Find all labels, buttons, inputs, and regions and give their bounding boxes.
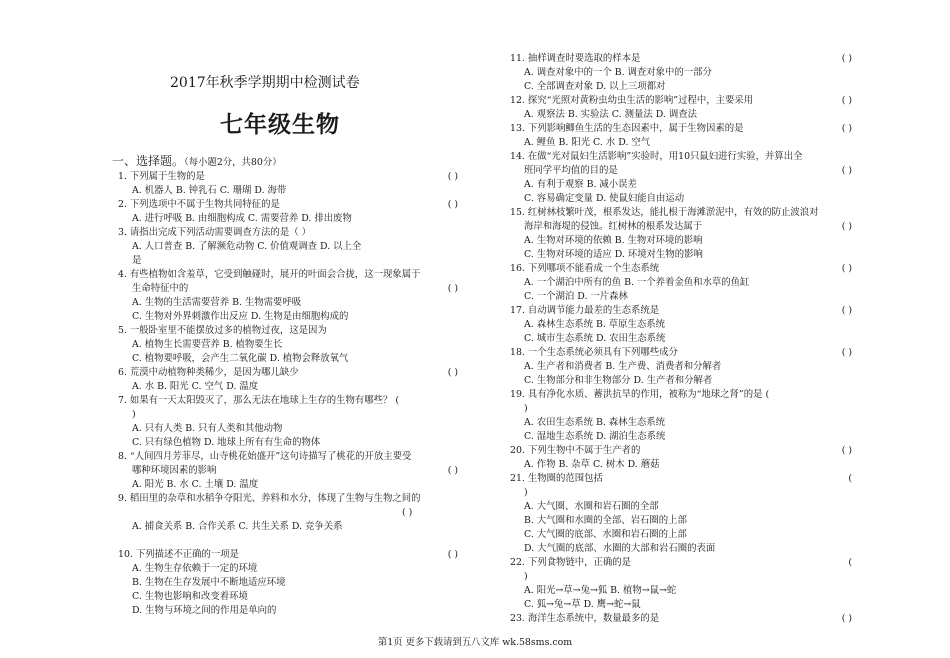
question-line bbox=[510, 262, 852, 276]
question-line bbox=[132, 576, 458, 590]
question-text: A. 只有人类 B. 只有人类和其他动物 bbox=[132, 423, 283, 434]
question-line bbox=[510, 150, 852, 164]
question-text: C. 生物也影响和改变着环境 bbox=[132, 591, 248, 602]
question-text: C. 湿地生态系统 D. 湖泊生态系统 bbox=[524, 431, 666, 442]
question-line bbox=[524, 276, 852, 290]
question-line bbox=[132, 436, 458, 450]
question-line bbox=[524, 542, 852, 556]
question-line bbox=[132, 408, 458, 422]
question-line bbox=[118, 198, 458, 212]
question-text: 14. 在做“光对鼠妇生活影响”实验时，用10只鼠妇进行实验，并算出全 bbox=[510, 151, 803, 162]
answer-blank: ( ) bbox=[841, 221, 852, 232]
question-line bbox=[524, 402, 852, 416]
question-text: 22. 下列食物链中，正确的是 bbox=[510, 557, 632, 568]
question-text: 15. 红树林枝繁叶茂，根系发达，能扎根于海滩淤泥中，有效的防止波浪对 bbox=[510, 207, 819, 218]
question-line bbox=[524, 416, 852, 430]
question-line bbox=[132, 296, 458, 310]
question-line bbox=[118, 170, 458, 184]
question-line bbox=[118, 366, 458, 380]
question-text: ) bbox=[132, 409, 136, 420]
question-line bbox=[510, 122, 852, 136]
question-text: ) bbox=[524, 571, 528, 582]
question-line bbox=[510, 472, 852, 486]
answer-blank: ( bbox=[848, 473, 852, 484]
question-text: 13. 下列影响鲫鱼生活的生态因素中，属于生物因素的是 bbox=[510, 123, 744, 134]
question-line bbox=[524, 430, 852, 444]
question-line bbox=[524, 332, 852, 346]
question-text: A. 生产者和消费者 B. 生产费、消费者和分解者 bbox=[524, 361, 722, 372]
question-line bbox=[524, 178, 852, 192]
question-line bbox=[510, 206, 852, 220]
question-line bbox=[118, 548, 458, 562]
question-text: A. 鲤鱼 B. 阳光 C. 水 D. 空气 bbox=[524, 137, 651, 148]
question-text: 4. 有些植物如含羞草，它受到触碰时，展开的叶面会合拢，这一现象属于 bbox=[118, 269, 421, 280]
section-heading bbox=[112, 152, 282, 169]
question-text: 18. 一个生态系统必须具有下列哪些成分 bbox=[510, 347, 678, 358]
question-line bbox=[524, 528, 852, 542]
question-text: A. 大气圈、水圈和岩石圈的全部 bbox=[524, 501, 659, 512]
question-line bbox=[510, 346, 852, 360]
question-line bbox=[132, 464, 458, 478]
question-line bbox=[524, 500, 852, 514]
question-text: A. 进行呼吸 B. 由细胞构成 C. 需要营养 D. 排出废物 bbox=[132, 213, 352, 224]
question-text: A. 生物对环境的依赖 B. 生物对环境的影响 bbox=[524, 235, 703, 246]
answer-blank: ( bbox=[848, 557, 852, 568]
answer-blank: ( ) bbox=[841, 613, 852, 624]
question-line bbox=[118, 450, 458, 464]
answer-blank: ( ) bbox=[841, 445, 852, 456]
question-line bbox=[524, 136, 852, 150]
question-text: A. 有利于观察 B. 减小误差 bbox=[524, 179, 637, 190]
question-text: 8. “人间四月芳菲尽，山寺桃花始盛开”这句诗描写了桃花的开放主要受 bbox=[118, 451, 412, 462]
question-text: D. 生物与环境之间的作用是单向的 bbox=[132, 605, 277, 616]
question-text: C. 狐→兔→草 D. 鹰→蛇→鼠 bbox=[524, 599, 641, 610]
question-text: A. 阳光 B. 水 C. 土壤 D. 温度 bbox=[132, 479, 259, 490]
question-text: 12. 探究“光照对黄粉虫幼虫生活的影响”过程中，主要采用 bbox=[510, 95, 754, 106]
page-footer: 第1页 更多下载请到五八文库 wk.58sms.com bbox=[377, 637, 573, 648]
question-line bbox=[132, 240, 458, 254]
section-note: （每小题2分，共80分） bbox=[184, 157, 282, 168]
question-line bbox=[132, 604, 458, 618]
question-line bbox=[132, 184, 458, 198]
question-text: A. 观察法 B. 实验法 C. 测量法 D. 调查法 bbox=[524, 109, 697, 120]
exam-subject: 七年级生物 bbox=[220, 111, 340, 138]
question-text: A. 生物的生活需要营养 B. 生物需要呼吸 bbox=[132, 297, 302, 308]
question-text: 10. 下列描述不正确的一项是 bbox=[118, 549, 240, 560]
question-text: 1. 下列属于生物的是 bbox=[118, 171, 205, 182]
question-text: 19. 具有净化水质、蓄洪抗旱的作用，被称为“地球之肾”的是 ( bbox=[510, 389, 770, 400]
question-line bbox=[524, 164, 852, 178]
question-line bbox=[132, 380, 458, 394]
question-line bbox=[118, 268, 458, 282]
question-text: C. 城市生态系统 D. 农田生态系统 bbox=[524, 333, 666, 344]
question-text: A. 植物生长需要营养 B. 植物要生长 bbox=[132, 339, 283, 350]
question-text: 哪种环境因素的影响 bbox=[132, 465, 217, 476]
question-line bbox=[524, 374, 852, 388]
question-line bbox=[510, 388, 852, 402]
question-text: A. 水 B. 阳光 C. 空气 D. 温度 bbox=[132, 381, 259, 392]
answer-blank: ( ) bbox=[841, 347, 852, 358]
answer-blank: ( ) bbox=[447, 171, 458, 182]
question-line bbox=[402, 506, 458, 520]
question-text: 11. 抽样调查时要选取的样本是 bbox=[510, 53, 641, 64]
question-line bbox=[524, 514, 852, 528]
question-text: C. 大气圈的底部、水圈和岩石圈的上部 bbox=[524, 529, 687, 540]
question-text: C. 只有绿色植物 D. 地球上所有有生命的物体 bbox=[132, 437, 321, 448]
question-line bbox=[132, 254, 458, 268]
question-line bbox=[524, 234, 852, 248]
question-text: B. 生物在生存发展中不断地适应环境 bbox=[132, 577, 286, 588]
question-line bbox=[132, 352, 458, 366]
answer-blank: ( ) bbox=[447, 367, 458, 378]
section-heading-text: 一、选择题。 bbox=[112, 154, 185, 168]
question-line bbox=[510, 556, 852, 570]
question-text: D. 大气圈的底部、水圈的大部和岩石圈的表面 bbox=[524, 543, 716, 554]
question-text: C. 植物要呼吸，会产生二氧化碳 D. 植物会释放氧气 bbox=[132, 353, 349, 364]
question-line bbox=[524, 248, 852, 262]
question-text: 5. 一般卧室里不能摆放过多的植物过夜，这是因为 bbox=[118, 325, 327, 336]
question-line bbox=[524, 584, 852, 598]
answer-blank: ( ) bbox=[447, 199, 458, 210]
answer-blank: ( ) bbox=[841, 123, 852, 134]
question-line bbox=[118, 492, 458, 506]
question-text: C. 一个湖泊 D. 一片森林 bbox=[524, 291, 628, 302]
question-line bbox=[510, 444, 852, 458]
question-text: A. 机器人 B. 钟乳石 C. 珊瑚 D. 海带 bbox=[132, 185, 287, 196]
question-text: A. 一个湖泊中所有的鱼 B. 一个养着金鱼和水草的鱼缸 bbox=[524, 277, 750, 288]
question-text: A. 阳光→草→兔→狐 B. 植物→鼠→蛇 bbox=[524, 585, 677, 596]
question-line bbox=[524, 66, 852, 80]
question-line bbox=[132, 478, 458, 492]
question-text: C. 生物对环境的适应 D. 环境对生物的影响 bbox=[524, 249, 703, 260]
question-text: A. 人口普查 B. 了解濒危动物 C. 价值观调查 D. 以上全 bbox=[132, 241, 362, 252]
question-line bbox=[524, 108, 852, 122]
question-text: C. 容易确定变量 D. 使鼠妇能自由运动 bbox=[524, 193, 685, 204]
question-text: 9. 稻田里的杂草和水稻争夺阳光、养料和水分，体现了生物与生物之间的 bbox=[118, 493, 421, 504]
question-text: 17. 自动调节能力最差的生态系统是 bbox=[510, 305, 660, 316]
answer-blank: ( ) bbox=[841, 263, 852, 274]
question-line bbox=[524, 360, 852, 374]
question-text: 是 bbox=[132, 255, 142, 266]
question-line bbox=[132, 590, 458, 604]
question-line bbox=[524, 192, 852, 206]
question-line bbox=[132, 520, 458, 534]
question-text: 23. 海洋生态系统中，数量最多的是 bbox=[510, 613, 660, 624]
answer-blank: ( ) bbox=[447, 549, 458, 560]
question-text: C. 全部调查对象 D. 以上三项都对 bbox=[524, 81, 666, 92]
question-line bbox=[524, 598, 852, 612]
question-text: A. 生物生存依赖于一定的环境 bbox=[132, 563, 258, 574]
answer-blank: ( ) bbox=[447, 465, 458, 476]
question-text: 21. 生物圈的范围包括 bbox=[510, 473, 603, 484]
question-line bbox=[524, 570, 852, 584]
question-line bbox=[132, 422, 458, 436]
question-line bbox=[132, 310, 458, 324]
question-line bbox=[132, 282, 458, 296]
question-text: 海岸和海堤的侵蚀。红树林的根系发达属于 bbox=[524, 221, 703, 232]
answer-blank: ( ) bbox=[841, 305, 852, 316]
question-text: C. 生物对外界刺激作出反应 D. 生物是由细胞构成的 bbox=[132, 311, 349, 322]
question-text: ) bbox=[524, 487, 528, 498]
question-line bbox=[524, 290, 852, 304]
question-line bbox=[132, 338, 458, 352]
question-text: ( ) bbox=[402, 507, 413, 518]
answer-blank: ( ) bbox=[841, 95, 852, 106]
question-line bbox=[524, 458, 852, 472]
question-text: 班同学平均值的目的是 bbox=[524, 165, 618, 176]
question-line bbox=[510, 304, 852, 318]
question-line bbox=[132, 212, 458, 226]
answer-blank: ( ) bbox=[447, 283, 458, 294]
question-text: 7. 如果有一天太阳毁灭了，那么无法在地球上生存的生物有哪些？ ( bbox=[118, 395, 400, 406]
question-text: 3. 请指出完成下列活动需要调查方法的是（ ） bbox=[118, 227, 312, 238]
question-line bbox=[132, 562, 458, 576]
question-text: A. 调查对象中的一个 B. 调查对象中的一部分 bbox=[524, 67, 712, 78]
question-text: A. 森林生态系统 B. 草原生态系统 bbox=[524, 319, 666, 330]
question-text: ) bbox=[524, 403, 528, 414]
question-line bbox=[118, 394, 458, 408]
question-line bbox=[510, 612, 852, 626]
question-text: 20. 下列生物中不属于生产者的 bbox=[510, 445, 641, 456]
question-line bbox=[524, 80, 852, 94]
question-line bbox=[524, 220, 852, 234]
question-text: A. 作物 B. 杂草 C. 树木 D. 蘑菇 bbox=[524, 459, 660, 470]
question-text: B. 大气圈和水圈的全部、岩石圈的上部 bbox=[524, 515, 687, 526]
question-line bbox=[510, 52, 852, 66]
question-text: 6. 荒漠中动植物种类稀少，是因为哪儿缺少 bbox=[118, 367, 299, 378]
question-text: 16. 下列哪项不能看成一个生态系统 bbox=[510, 263, 660, 274]
answer-blank: ( ) bbox=[841, 53, 852, 64]
question-line bbox=[524, 486, 852, 500]
question-line bbox=[118, 226, 458, 240]
question-text: A. 捕食关系 B. 合作关系 C. 共生关系 D. 竞争关系 bbox=[132, 521, 343, 532]
question-text: A. 农田生态系统 B. 森林生态系统 bbox=[524, 417, 666, 428]
question-line bbox=[524, 318, 852, 332]
exam-title: 2017年秋季学期期中检测试卷 bbox=[170, 75, 360, 91]
question-line bbox=[510, 94, 852, 108]
answer-blank: ( ) bbox=[841, 165, 852, 176]
question-text: 2. 下列选项中不属于生物共同特征的是 bbox=[118, 199, 280, 210]
question-line bbox=[118, 324, 458, 338]
question-text: C. 生物部分和非生物部分 D. 生产者和分解者 bbox=[524, 375, 713, 386]
question-text: 生命特征中的 bbox=[132, 283, 189, 294]
